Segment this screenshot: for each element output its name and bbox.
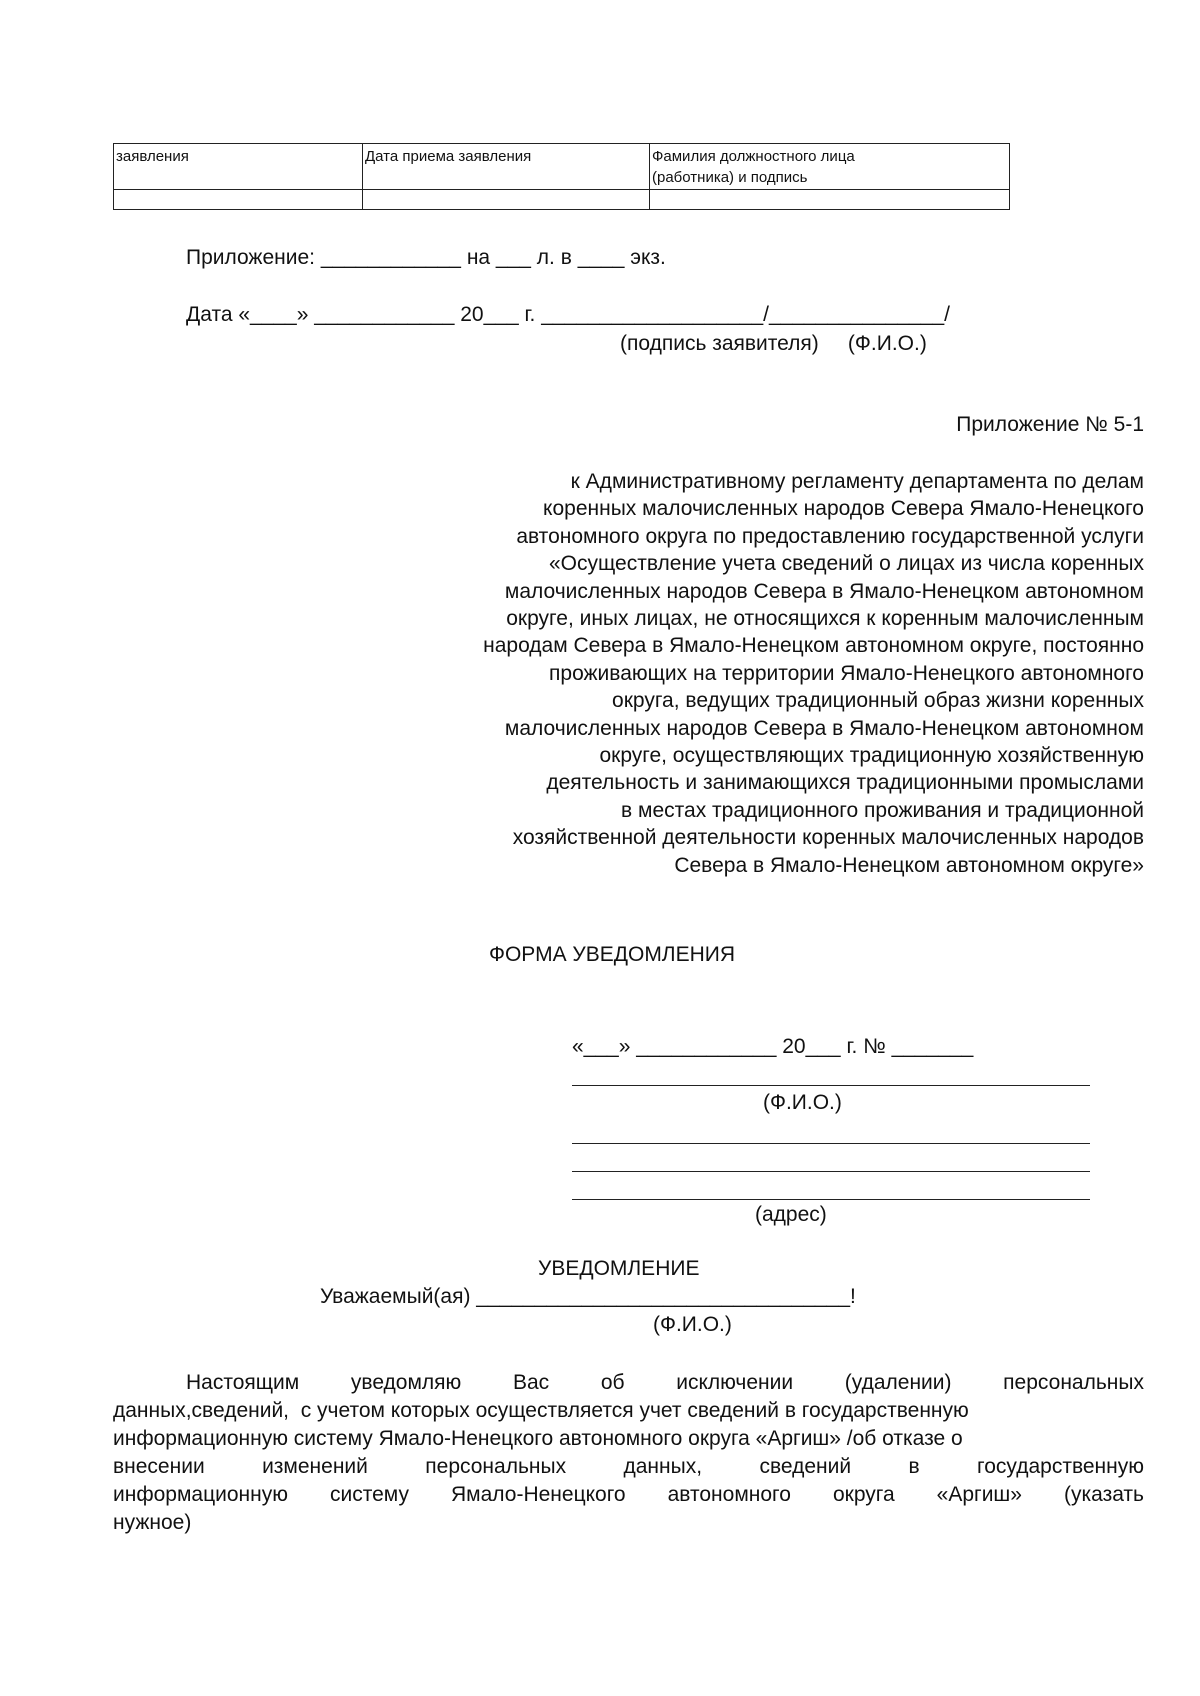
notice-date-line: «___» ____________ 20___ г. № _______	[572, 1035, 974, 1058]
appendix-reference-block	[364, 468, 1144, 879]
body-line: нужное)	[113, 1511, 192, 1534]
body-line: Настоящим уведомляю Вас об исключении (удалении) персональных	[186, 1371, 1144, 1394]
appendix-line: малочисленных народов Севера в Ямало-Ненецком автономном	[504, 579, 1144, 603]
appendix-line: коренных малочисленных народов Севера Ямало-Ненецкого	[543, 497, 1144, 521]
table-cell[interactable]	[363, 190, 650, 210]
appendix-line: автономного округа по предоставлению государственной услуги	[516, 524, 1144, 548]
address-underline	[572, 1143, 1090, 1144]
greeting-caption: (Ф.И.О.)	[653, 1313, 732, 1336]
appendix-line: округе, осуществляющих традиционную хозяйственную	[599, 744, 1144, 768]
table-header-cell: Дата приема заявления	[363, 144, 650, 190]
table-cell[interactable]	[650, 190, 1010, 210]
fio-caption: (Ф.И.О.)	[763, 1091, 842, 1114]
body-line: данных,сведений, с учетом которых осуществляется учет сведений в государственную	[113, 1399, 969, 1422]
address-caption: (адрес)	[755, 1203, 827, 1226]
body-line: информационную систему Ямало-Ненецкого автономного округа «Аргиш» (указать	[113, 1483, 1144, 1506]
appendix-line: малочисленных народов Севера в Ямало-Ненецком автономном	[504, 716, 1144, 740]
appendix-line: Севера в Ямало-Ненецком автономном округе»	[674, 853, 1144, 877]
date-signature-line: Дата «____» ____________ 20___ г. ___________________/_______________/	[186, 303, 950, 326]
appendix-line: народам Севера в Ямало-Ненецком автономном округе, постоянно	[483, 634, 1144, 658]
body-line: внесении изменений персональных данных, сведений в государственную	[113, 1455, 1144, 1478]
appendix-title: Приложение № 5-1	[956, 413, 1144, 436]
table-header-cell: Фамилия должностного лица (работника) и подпись	[650, 144, 1010, 190]
table-row	[114, 190, 1010, 210]
appendix-line: проживающих на территории Ямало-Ненецкого автономного	[549, 661, 1144, 685]
form-title: ФОРМА УВЕДОМЛЕНИЯ	[489, 943, 736, 966]
appendix-line: округе, иных лицах, не относящихся к коренным малочисленным	[506, 607, 1144, 631]
address-underline	[572, 1199, 1090, 1200]
table-header-row	[114, 144, 1010, 190]
address-underline	[572, 1171, 1090, 1172]
appendix-line: хозяйственной деятельности коренных малочисленных народов	[512, 826, 1144, 850]
appendix-line: в местах традиционного проживания и традиционной	[621, 798, 1144, 822]
fio-underline	[572, 1085, 1090, 1086]
appendix-line: округа, ведущих традиционный образ жизни коренных	[612, 689, 1144, 713]
body-line: информационную систему Ямало-Ненецкого автономного округа «Аргиш» /об отказе о	[113, 1427, 963, 1450]
appendix-line: деятельность и занимающихся традиционными промыслами	[546, 771, 1144, 795]
table-header-cell: заявления	[114, 144, 363, 190]
appendix-line: к Административному регламенту департамента по делам	[570, 470, 1144, 493]
registration-table	[113, 143, 1010, 210]
signature-caption: (подпись заявителя) (Ф.И.О.)	[620, 332, 927, 355]
notice-body	[113, 1369, 1144, 1537]
attachment-line: Приложение: ____________ на ___ л. в ____ экз.	[186, 246, 666, 269]
table-cell[interactable]	[114, 190, 363, 210]
notice-title: УВЕДОМЛЕНИЕ	[538, 1257, 700, 1280]
appendix-line: «Осуществление учета сведений о лицах из числа коренных	[548, 552, 1144, 576]
greeting-line: Уважаемый(ая) ________________________________!	[320, 1285, 856, 1308]
